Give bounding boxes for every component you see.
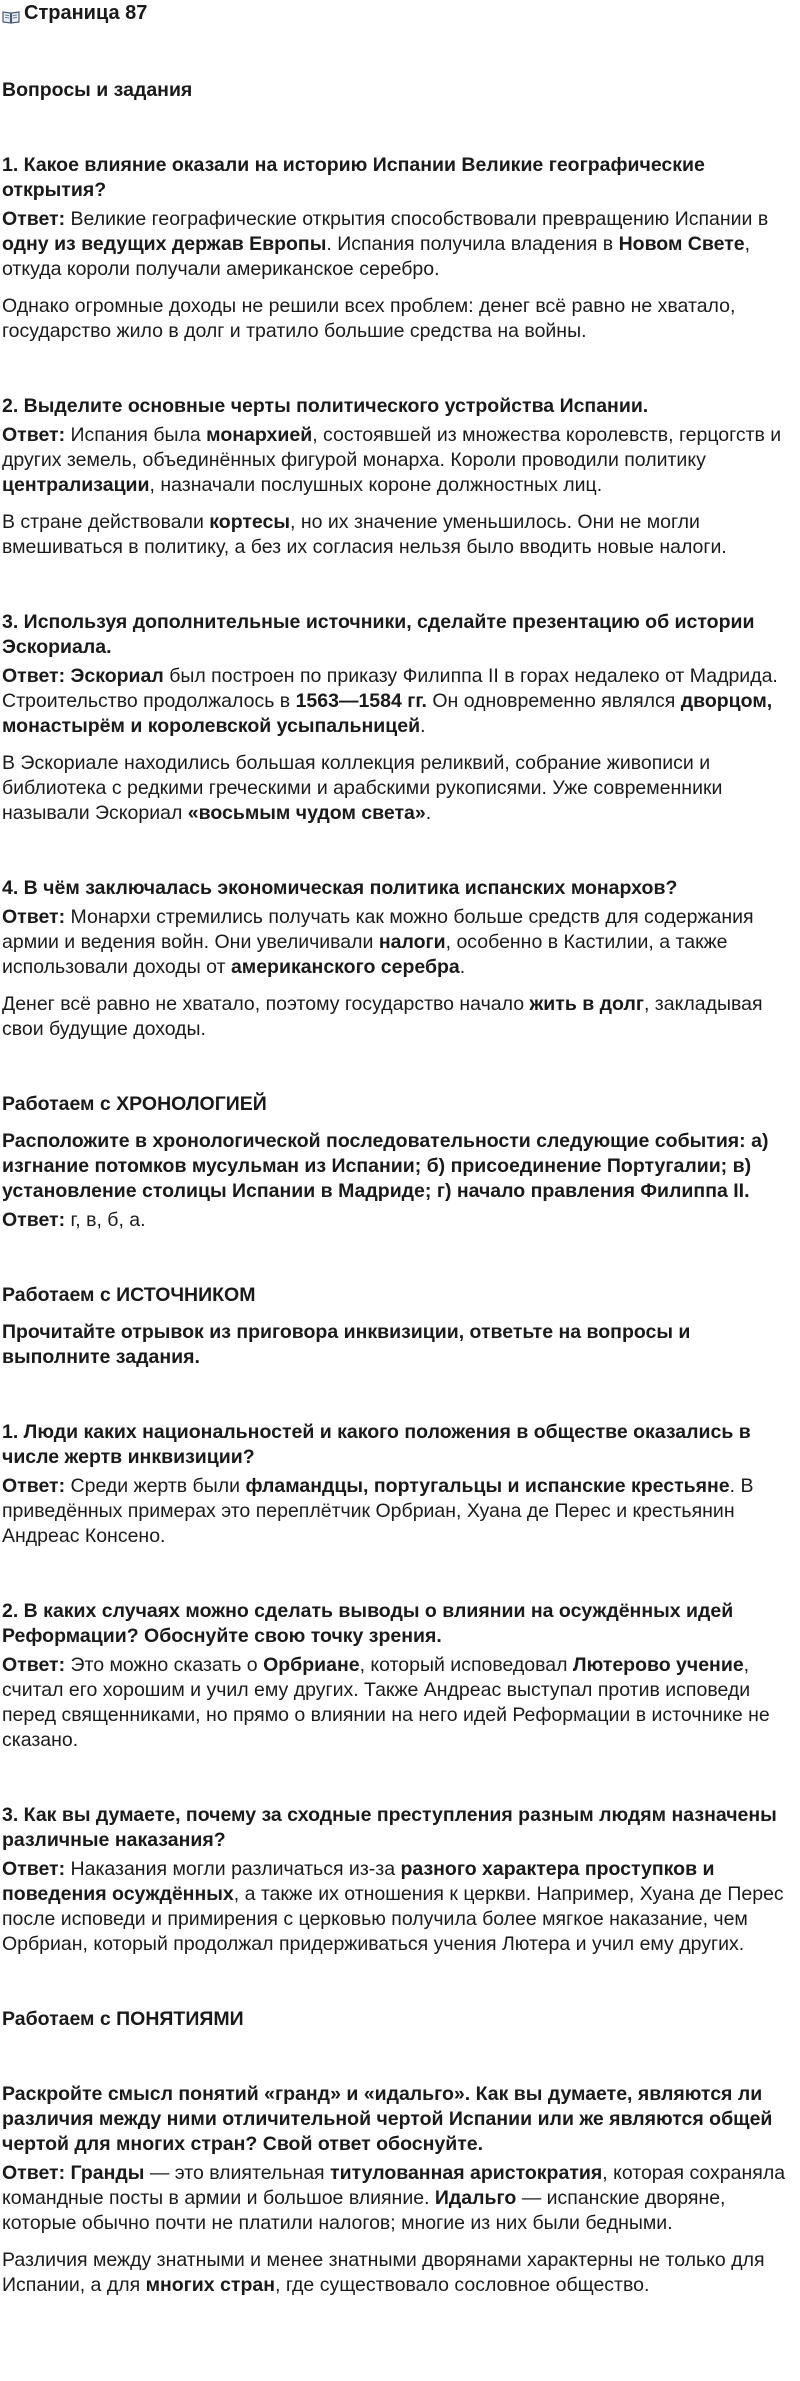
- bold-run: «восьмым чудом света»: [187, 802, 426, 824]
- text-run: . В приведённых примерах это переплётчик Орбриан, Хуана де Перес и крестьянин Андреас Консено.: [2, 1475, 754, 1547]
- bold-run: налоги: [378, 931, 446, 953]
- answer-label: Ответ:: [2, 665, 66, 687]
- bold-run: Новом Свете: [618, 233, 745, 255]
- task-text: Раскройте смысл понятий «гранд» и «идальго». Как вы думаете, являются ли различия между ними отличительной чертой Испании или же являются общей чертой для многих стран? Свой ответ обоснуйте.: [2, 2083, 773, 2155]
- bold-run: одну из ведущих держав Европы: [2, 233, 327, 255]
- text-run: Он одновременно являлся: [426, 690, 681, 712]
- bold-run: Лютерово учение: [572, 1654, 744, 1676]
- spacer: [2, 1370, 798, 1420]
- spacer: [2, 1957, 798, 2007]
- text-run: . Испания получила владения в: [326, 233, 619, 255]
- answer-extra: [2, 294, 798, 344]
- page-title: Страница 87: [24, 1, 148, 24]
- spacer: [2, 282, 798, 294]
- text-run: г, в, б, а.: [65, 1209, 146, 1231]
- bold-run: Гранды: [70, 2162, 145, 2184]
- section-heading: Работаем с ХРОНОЛОГИЕЙ: [2, 1093, 267, 1115]
- text-run: Наказания могли различаться из-за: [65, 1858, 401, 1880]
- bold-run: жить в долг: [529, 993, 644, 1015]
- text-run: , откуда короли получали американское серебро.: [2, 233, 751, 280]
- text-run: , состоявшей из множества королевств, герцогств и других земель, объединённых фигурой монарха. Короли проводили политику: [2, 424, 782, 471]
- answer-text: [2, 1208, 798, 1233]
- text-run: , закладывая свои будущие доходы.: [2, 993, 763, 1040]
- bold-run: 1563—1584 гг.: [295, 690, 427, 712]
- spacer: [2, 1042, 798, 1092]
- text-run: Монархи стремились получать как можно больше средств для содержания армии и ведения войн. Они увеличивали: [2, 906, 754, 953]
- text-run: Великие географические открытия способствовали превращению Испании в: [65, 208, 769, 230]
- bold-run: централизации: [2, 474, 150, 496]
- answer-label: Ответ:: [2, 208, 66, 230]
- text-run: , а также их отношения к церкви. Например, Хуана де Перес после исповеди и примирения с церковью получила более мягкое наказание, чем Орбриан, который продолжал придерживаться учения Лютера и учил ему других.: [2, 1883, 784, 1955]
- text-run: — испанские дворяне, которые обычно почти не платили налогов; многие из них были бедными.: [2, 2187, 726, 2234]
- spacer: [2, 2236, 798, 2248]
- text-run: В Эскориале находились большая коллекция реликвий, собрание живописи и библиотека с редкими греческими и арабскими рукописями. Уже современники называли Эскориал: [2, 752, 723, 824]
- answer-label: Ответ:: [2, 1209, 66, 1231]
- text-run: Различия между знатными и менее знатными дворянами характерны не только для Испании, а для: [2, 2249, 765, 2296]
- question-text: 1. Люди каких национальностей и какого положения в обществе оказались в числе жертв инквизиции?: [2, 1421, 751, 1468]
- spacer: [2, 344, 798, 394]
- spacer: [2, 103, 798, 153]
- bold-run: фламандцы, португальцы и испанские крестьяне: [245, 1475, 730, 1497]
- answer-label: Ответ:: [2, 1475, 66, 1497]
- answer-text: [2, 1857, 798, 1957]
- answer-label: Ответ:: [2, 1858, 66, 1880]
- spacer: [2, 1233, 798, 1283]
- bold-run: дворцом, монастырём и королевской усыпальницей: [2, 690, 773, 737]
- bold-run: кортесы: [209, 511, 291, 533]
- answer-extra: [2, 510, 798, 560]
- question-text: 3. Как вы думаете, почему за сходные преступления разным людям назначены различные наказания?: [2, 1804, 777, 1851]
- answer-text: [2, 905, 798, 980]
- text-run: , считал его хорошим и учил ему других. Также Андреас выступал против исповеди перед священниками, но прямо о влиянии на него идей Реформации в источнике не сказано.: [2, 1654, 770, 1751]
- bold-run: американского серебра: [230, 956, 460, 978]
- question-text: 2. В каких случаях можно сделать выводы о влиянии на осуждённых идей Реформации? Обоснуйте свою точку зрения.: [2, 1600, 734, 1647]
- question-text: 3. Используя дополнительные источники, сделайте презентацию об истории Эскориала.: [2, 611, 755, 658]
- content: [2, 78, 798, 2298]
- open-book-icon: [2, 6, 20, 20]
- spacer: [2, 980, 798, 992]
- task-text: Расположите в хронологической последовательности следующие события: а) изгнание потомков мусульман из Испании; б) присоединение Португалии; в) установление столицы Испании в Мадриде; г) начало правления Филиппа II.: [2, 1130, 769, 1202]
- answer-text: [2, 1653, 798, 1753]
- section-heading: Работаем с ИСТОЧНИКОМ: [2, 1284, 256, 1306]
- text-run: , но их значение уменьшилось. Они не могли вмешиваться в политику, а без их согласия нельзя было вводить новые налоги.: [2, 511, 727, 558]
- answer-label: Ответ:: [2, 424, 66, 446]
- answer-label: Ответ:: [2, 1654, 66, 1676]
- text-run: , который исповедовал: [359, 1654, 573, 1676]
- question-text: 2. Выделите основные черты политического устройства Испании.: [2, 395, 649, 417]
- page-header: [2, 0, 798, 26]
- text-run: .: [425, 802, 432, 824]
- spacer: [2, 1117, 798, 1129]
- text-run: Это можно сказать о: [65, 1654, 264, 1676]
- bold-run: многих стран: [145, 2274, 275, 2296]
- bold-run: монархией: [206, 424, 313, 446]
- spacer: [2, 739, 798, 751]
- answer-text: [2, 1474, 798, 1549]
- section-heading: Работаем с ПОНЯТИЯМИ: [2, 2008, 244, 2030]
- answer-extra: [2, 751, 798, 826]
- question-text: 1. Какое влияние оказали на историю Испании Великие географические открытия?: [2, 154, 705, 201]
- bold-run: Идальго: [434, 2187, 517, 2209]
- spacer: [2, 2032, 798, 2082]
- text-run: Среди жертв были: [65, 1475, 246, 1497]
- text-run: , особенно в Кастилии, а также использовали доходы от: [2, 931, 728, 978]
- task-text: Прочитайте отрывок из приговора инквизиции, ответьте на вопросы и выполните задания.: [2, 1321, 691, 1368]
- bold-run: разного характера проступков и поведения осуждённых: [2, 1858, 715, 1905]
- text-run: В стране действовали: [2, 511, 210, 533]
- answer-text: [2, 2161, 798, 2236]
- answer-label: Ответ:: [2, 906, 66, 928]
- question-text: 4. В чём заключалась экономическая политика испанских монархов?: [2, 877, 678, 899]
- spacer: [2, 826, 798, 876]
- answer-text: [2, 423, 798, 498]
- answer-text: [2, 664, 798, 739]
- text-run: был построен по приказу Филиппа II в горах недалеко от Мадрида. Строительство продолжалось в: [2, 665, 778, 712]
- text-run: , которая сохраняла командные посты в армии и большое влияние.: [2, 2162, 786, 2209]
- bold-run: Эскориал: [70, 665, 164, 687]
- answer-text: [2, 207, 798, 282]
- spacer: [2, 1753, 798, 1803]
- spacer: [2, 560, 798, 610]
- spacer: [2, 498, 798, 510]
- answer-extra: [2, 2248, 798, 2298]
- answer-extra: [2, 992, 798, 1042]
- spacer: [2, 1549, 798, 1599]
- text-run: .: [420, 715, 426, 737]
- text-run: .: [459, 956, 466, 978]
- text-run: Денег всё равно не хватало, поэтому государство начало: [2, 993, 530, 1015]
- text-run: , где существовало сословное общество.: [274, 2274, 650, 2296]
- spacer: [2, 1308, 798, 1320]
- text-run: Испания была: [65, 424, 207, 446]
- section-heading: Вопросы и задания: [2, 79, 193, 101]
- text-run: , назначали послушных короне должностных лиц.: [149, 474, 603, 496]
- bold-run: титулованная аристократия: [330, 2162, 603, 2184]
- bold-run: Орбриане: [263, 1654, 360, 1676]
- text-run: Однако огромные доходы не решили всех проблем: денег всё равно не хватало, государство жило в долг и тратило большие средства на войны.: [2, 295, 736, 342]
- answer-label: Ответ:: [2, 2162, 66, 2184]
- text-run: — это влиятельная: [144, 2162, 331, 2184]
